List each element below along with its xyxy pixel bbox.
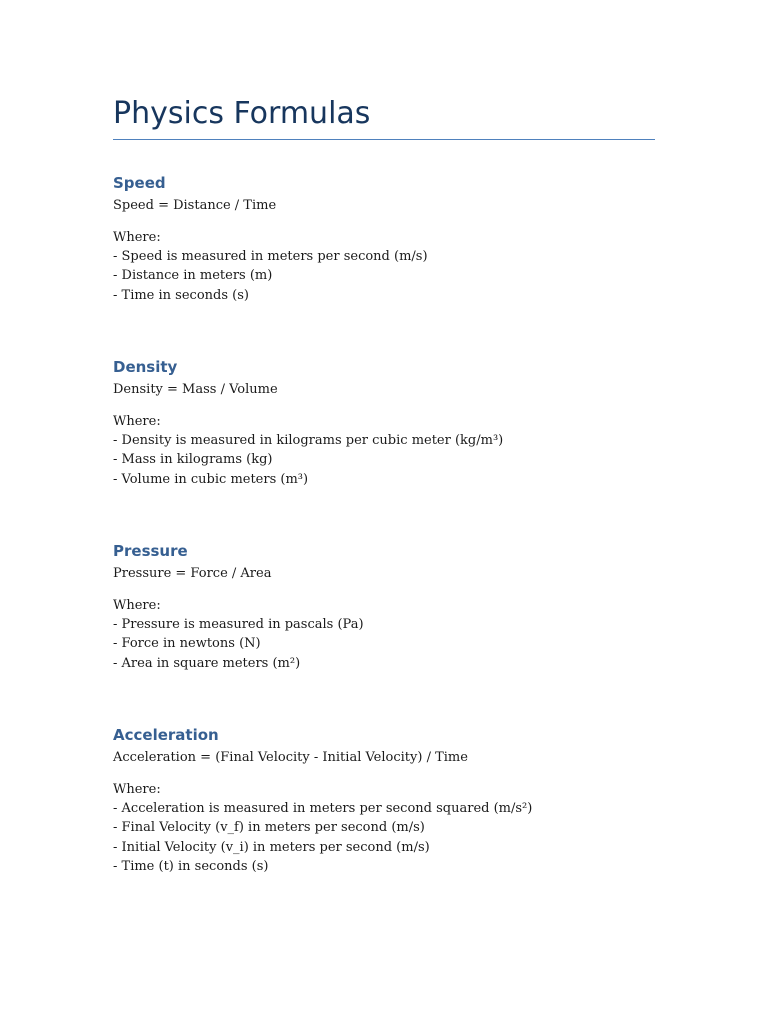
definition-list xyxy=(113,431,655,489)
section-heading: Density xyxy=(113,358,178,376)
definition-item: - Acceleration is measured in meters per second squared (m/s²) xyxy=(113,801,533,816)
definition-item: - Force in newtons (N) xyxy=(113,636,261,652)
definition-item: - Time in seconds (s) xyxy=(113,287,249,303)
formula-text: Acceleration = (Final Velocity - Initial Velocity) / Time xyxy=(113,750,468,765)
formula-text: Speed = Distance / Time xyxy=(113,198,277,213)
definition-item: - Density is measured in kilograms per cubic meter (kg/m³) xyxy=(113,433,504,448)
where-label: Where: xyxy=(113,598,161,613)
definition-item: - Volume in cubic meters (m³) xyxy=(113,471,309,487)
definition-item: - Final Velocity (v_f) in meters per second (m/s) xyxy=(113,820,425,836)
definition-item: - Pressure is measured in pascals (Pa) xyxy=(113,617,364,632)
formula-text: Density = Mass / Volume xyxy=(113,382,278,397)
where-label: Where: xyxy=(113,230,161,245)
page-title: Physics Formulas xyxy=(113,96,371,131)
section-heading: Acceleration xyxy=(113,726,219,744)
section-pressure xyxy=(113,538,655,673)
definition-list xyxy=(113,615,655,673)
where-label: Where: xyxy=(113,414,161,429)
definition-item: - Distance in meters (m) xyxy=(113,268,273,284)
formula-text: Pressure = Force / Area xyxy=(113,566,272,581)
definition-item: - Mass in kilograms (kg) xyxy=(113,452,273,468)
section-heading: Speed xyxy=(113,174,166,192)
definition-list xyxy=(113,247,655,305)
definition-item: - Speed is measured in meters per second (m/s) xyxy=(113,249,428,264)
section-speed xyxy=(113,170,655,305)
title-divider xyxy=(113,139,655,140)
definition-list xyxy=(113,799,655,876)
section-density xyxy=(113,354,655,489)
definition-item: - Initial Velocity (v_i) in meters per second (m/s) xyxy=(113,839,430,855)
section-acceleration xyxy=(113,722,655,876)
definition-item: - Time (t) in seconds (s) xyxy=(113,858,269,874)
section-heading: Pressure xyxy=(113,542,188,560)
where-label: Where: xyxy=(113,782,161,797)
definition-item: - Area in square meters (m²) xyxy=(113,655,301,671)
